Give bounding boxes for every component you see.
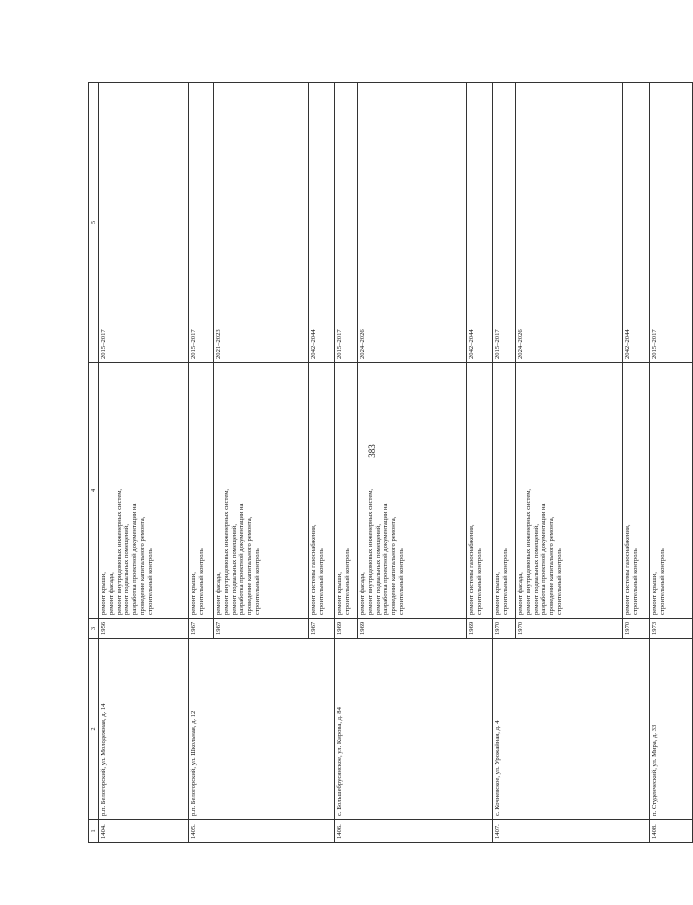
period-cell: 2015–2017 xyxy=(493,83,516,363)
table-row xyxy=(650,83,693,843)
header-row xyxy=(89,83,99,843)
works-cell xyxy=(214,363,309,619)
period-cell: 2015–2017 xyxy=(99,83,189,363)
page-number: 383 xyxy=(367,444,377,458)
row-number-cell: 1405. xyxy=(189,820,335,843)
work-item: строительный контроль xyxy=(197,548,205,615)
table-row xyxy=(189,83,214,843)
works-cell xyxy=(99,363,189,619)
header-cell-address: 2 xyxy=(89,639,99,820)
works-cell xyxy=(189,363,214,619)
works-cell xyxy=(358,363,467,619)
work-item: строительный контроль xyxy=(631,548,639,615)
work-item: ремонт внутридомовых инженерных систем, xyxy=(524,488,532,615)
rotated-table-wrapper xyxy=(88,83,666,843)
work-item: разработка проектной документации на xyxy=(131,503,139,615)
row-number-cell: 1404. xyxy=(99,820,189,843)
works-cell xyxy=(493,363,516,619)
table-row xyxy=(99,83,189,843)
work-item: разработка проектной документации на xyxy=(382,503,390,615)
period-cell: 2042–2044 xyxy=(309,83,335,363)
header-cell-works: 4 xyxy=(89,363,99,619)
row-number-cell: 1407. xyxy=(493,820,650,843)
year-cell: 1969 xyxy=(335,619,358,639)
row-number-cell: 1406. xyxy=(335,820,493,843)
year-cell: 1973 xyxy=(650,619,693,639)
works-cell xyxy=(650,363,693,619)
work-item: строительный контроль xyxy=(501,548,509,615)
period-cell: 2024–2026 xyxy=(516,83,623,363)
works-cell xyxy=(623,363,650,619)
work-item: строительный контроль xyxy=(475,548,483,615)
work-item: строительный контроль xyxy=(146,548,154,615)
work-item: ремонт фасада, xyxy=(359,572,366,615)
works-cell xyxy=(335,363,358,619)
works-cell xyxy=(467,363,493,619)
year-cell: 1969 xyxy=(467,619,493,639)
period-cell: 2042–2044 xyxy=(467,83,493,363)
work-item: ремонт фасада, xyxy=(107,572,115,615)
year-cell: 1970 xyxy=(623,619,650,639)
work-item: ремонт крыши, xyxy=(494,572,501,615)
work-item: проведение капитального ремонта, xyxy=(390,516,398,615)
address-cell: р.п. Белогорский, ул. Молодежная, д. 14 xyxy=(99,639,189,820)
year-cell: 1970 xyxy=(516,619,623,639)
work-item: ремонт крыши, xyxy=(100,572,107,615)
year-cell: 1967 xyxy=(309,619,335,639)
work-item: разработка проектной документации на xyxy=(540,503,548,615)
header-cell-period: 5 xyxy=(89,83,99,363)
work-item: ремонт крыши, xyxy=(190,572,197,615)
work-item: ремонт системы газоснабжения, xyxy=(310,524,317,615)
work-item: ремонт системы газоснабжения, xyxy=(468,524,475,615)
table-row xyxy=(493,83,516,843)
work-item: проведение капитального ремонта, xyxy=(548,516,556,615)
work-item: строительный контроль xyxy=(317,548,325,615)
year-cell: 1967 xyxy=(214,619,309,639)
repair-schedule-table xyxy=(88,82,693,843)
work-item: ремонт крыши, xyxy=(336,572,343,615)
work-item: ремонт фасада, xyxy=(215,572,222,615)
period-cell: 2015–2017 xyxy=(189,83,214,363)
header-cell-number: 1 xyxy=(89,820,99,843)
work-item: строительный контроль xyxy=(658,548,666,615)
work-item: ремонт внутридомовых инженерных систем, xyxy=(222,488,230,615)
work-item: ремонт подвальных помещений, xyxy=(123,524,131,615)
work-item: проведение капитального ремонта, xyxy=(246,516,254,615)
address-cell: п. Студенческий, ул. Мира, д. 33 xyxy=(650,639,693,820)
row-number-cell: 1408. xyxy=(650,820,693,843)
work-item: ремонт подвальных помещений, xyxy=(532,524,540,615)
work-item: ремонт системы газоснабжения, xyxy=(624,524,631,615)
works-cell xyxy=(516,363,623,619)
table-row xyxy=(335,83,358,843)
period-cell: 2021–2023 xyxy=(214,83,309,363)
period-cell: 2042–2044 xyxy=(623,83,650,363)
work-item: ремонт внутридомовых инженерных систем, xyxy=(366,488,374,615)
header-cell-year: 3 xyxy=(89,619,99,639)
works-cell xyxy=(309,363,335,619)
work-item: строительный контроль xyxy=(343,548,351,615)
work-item: ремонт крыши, xyxy=(651,572,658,615)
work-item: ремонт подвальных помещений, xyxy=(374,524,382,615)
work-item: строительный контроль xyxy=(397,548,405,615)
work-item: разработка проектной документации на xyxy=(238,503,246,615)
year-cell: 1967 xyxy=(189,619,214,639)
address-cell: р.п. Белогорский, ул. Школьная, д. 12 xyxy=(189,639,335,820)
address-cell: с. Кочневское, ул. Урожайная, д. 4 xyxy=(493,639,650,820)
work-item: проведение капитального ремонта, xyxy=(138,516,146,615)
period-cell: 2024–2026 xyxy=(358,83,467,363)
work-item: строительный контроль xyxy=(253,548,261,615)
work-item: ремонт внутридомовых инженерных систем, xyxy=(115,488,123,615)
period-cell: 2015–2017 xyxy=(650,83,693,363)
work-item: ремонт подвальных помещений, xyxy=(230,524,238,615)
year-cell: 1970 xyxy=(493,619,516,639)
year-cell: 1956 xyxy=(99,619,189,639)
year-cell: 1969 xyxy=(358,619,467,639)
work-item: строительный контроль xyxy=(555,548,563,615)
period-cell: 2015–2017 xyxy=(335,83,358,363)
address-cell: с. Большебрусянское, ул. Кирова, д. 84 xyxy=(335,639,493,820)
work-item: ремонт фасада, xyxy=(517,572,524,615)
